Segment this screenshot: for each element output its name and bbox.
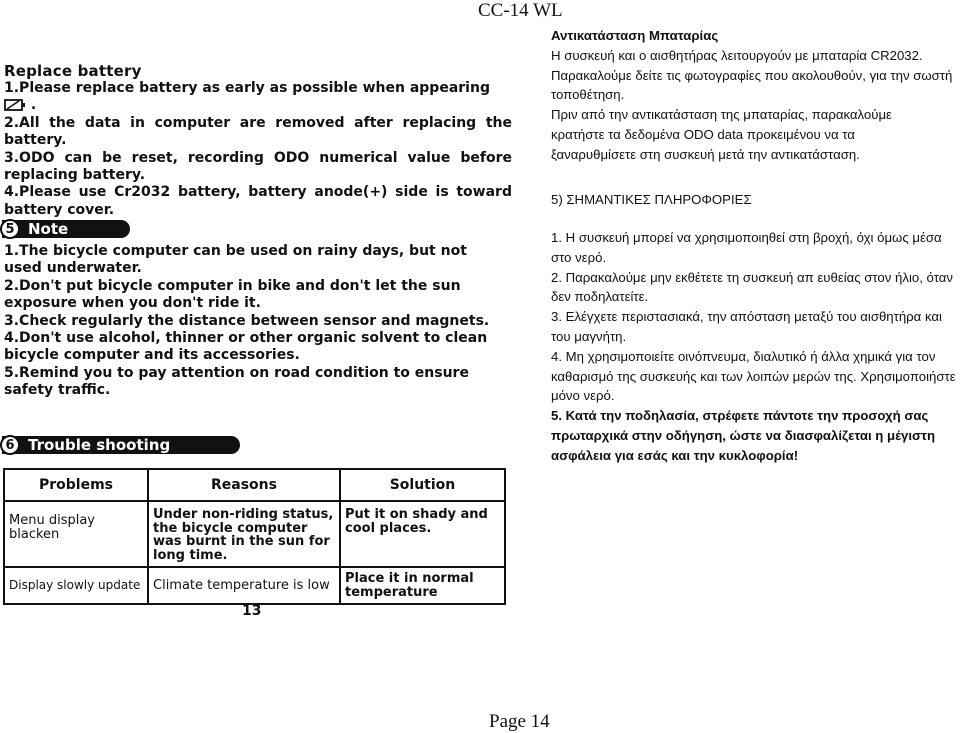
greek-info-item: 4. Μη χρησιμοποιείτε οινόπνευμα, διαλυτικό ή άλλα χημικά για τον καθαρισμό της συσκευής και των λοιπών μερών της. Χρησιμοποιήστε μόνο νερό. [551, 348, 956, 404]
table-cell: Put it on shady and cool places. [340, 501, 505, 567]
note-item-5: 5.Remind you to pay attention on road condition to ensure safety traffic. [4, 364, 469, 399]
trouble-shooting-table [3, 468, 506, 605]
table-cell: Climate temperature is low [148, 567, 340, 604]
note-item-4: 4.Don't use alcohol, thinner or other organic solvent to clean bicycle computer and its accessories. [4, 330, 488, 364]
header-problems: Problems [4, 469, 148, 501]
replace-item-1: 1.Please replace battery as early as possible when appearing . [4, 80, 490, 114]
battery-low-icon [4, 99, 26, 111]
note-number-badge: 5 [0, 219, 20, 239]
document-header: CC-14 WL [478, 0, 563, 21]
greek-info-list [551, 228, 956, 466]
replace-item-2: 2.All the data in computer are removed after replacing the battery. [4, 114, 512, 149]
trouble-number-badge: 6 [0, 435, 20, 455]
note-banner [2, 220, 130, 238]
note-list [4, 243, 504, 400]
trouble-shooting-banner [2, 436, 240, 454]
greek-info-item: 2. Παρακαλούμε μην εκθέτετε τη συσκευή απ ευθείας στον ήλιο, όταν δεν ποδηλατείτε. [551, 269, 953, 305]
table-cell: Under non-riding status, the bicycle computer was burnt in the sun for long time. [148, 501, 340, 567]
table-cell: Display slowly update [4, 567, 148, 604]
greek-info-item-bold: 5. Κατά την ποδηλασία, στρέφετε πάντοτε την προσοχή σας πρωταρχικά στην οδήγηση, ώστε να διασφαλίζεται η μέγιστη ασφάλεια για εσάς και την κυκλοφορία! [551, 408, 936, 463]
table-header-row [4, 469, 505, 501]
greek-battery-section [551, 26, 956, 165]
note-item-1: 1.The bicycle computer can be used on rainy days, but not used underwater. [4, 243, 467, 277]
header-reasons: Reasons [148, 469, 340, 501]
replace-item-3: 3.ODO can be reset, recording ODO numerical value before replacing battery. [4, 149, 512, 184]
note-item-2: 2.Don't put bicycle computer in bike and don't let the sun exposure when you don't ride it. [4, 277, 461, 312]
greek-battery-paragraph: Πριν από την αντικατάσταση της μπαταρίας, παρακαλούμε κρατήστε τα δεδομένα ODO data προκειμένου να τα ξαναρυθμίσετε στη συσκευή μετά την αντικατάσταση. [551, 107, 892, 162]
manual-page-number: 13 [242, 603, 262, 619]
greek-info-item: 3. Ελέγχετε περιστασιακά, την απόσταση μεταξύ του αισθητήρα και του μαγνήτη. [551, 309, 942, 344]
greek-info-item: 1. Η συσκευή μπορεί να χρησιμοποιηθεί στη βροχή, όχι όμως μέσα στο νερό. [551, 230, 942, 265]
page-footer: Page 14 [489, 711, 550, 732]
note-item-3: 3.Check regularly the distance between sensor and magnets. [4, 312, 490, 329]
greek-info-title: 5) ΣΗΜΑΝΤΙΚΕΣ ΠΛΗΡΟΦΟΡΙΕΣ [551, 192, 752, 207]
table-cell: Menu display blacken [4, 501, 148, 567]
replace-battery-title: Replace battery [4, 62, 142, 80]
table-row [4, 567, 505, 604]
header-solution: Solution [340, 469, 505, 501]
replace-item-4: 4.Please use Cr2032 battery, battery anode(+) side is toward battery cover. [4, 184, 512, 218]
table-row [4, 501, 505, 567]
greek-battery-paragraph: Η συσκευή και ο αισθητήρας λειτουργούν με μπαταρία CR2032. [551, 47, 923, 63]
trouble-banner-label: Trouble shooting [28, 436, 171, 454]
note-banner-label: Note [28, 220, 69, 238]
table-cell: Place it in normal temperature [340, 567, 505, 604]
replace-battery-list [4, 80, 512, 219]
greek-battery-paragraph: Παρακαλούμε δείτε τις φωτογραφίες που ακολουθούν, για την σωστή τοποθέτηση. [551, 67, 953, 103]
greek-battery-title: Αντικατάσταση Μπαταρίας [551, 28, 719, 43]
